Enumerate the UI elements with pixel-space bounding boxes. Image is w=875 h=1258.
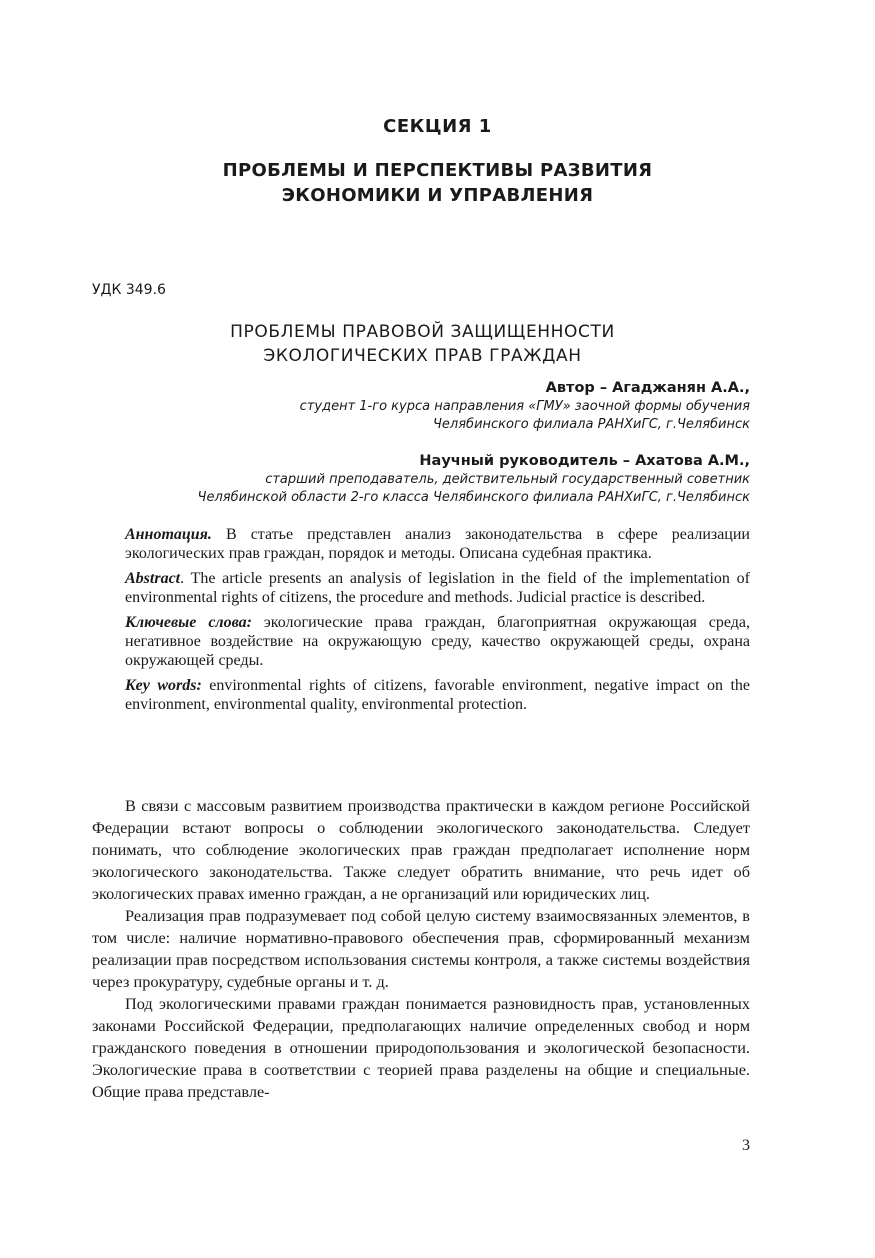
udk-code: УДК 349.6 [92,282,166,298]
abstract-ru [125,525,750,563]
abstract-en-label: Abstract [125,570,181,587]
section-title [0,158,875,208]
abstract-ru-label: Аннотация. [125,526,212,543]
page-number: 3 [742,1137,750,1154]
article-title [0,320,845,368]
keywords-ru [125,613,750,670]
section-title-line-1: ПРОБЛЕМЫ И ПЕРСПЕКТИВЫ РАЗВИТИЯ [222,160,653,181]
article-title-line-2: ЭКОЛОГИЧЕСКИХ ПРАВ ГРАЖДАН [263,346,582,366]
author-block [110,378,750,434]
keywords-ru-label: Ключевые слова: [125,614,252,631]
abstract-ru-text: В статье представлен анализ законодательства в сфере реализации экологических прав граждан, порядок и методы. Описана судебная практика. [125,526,750,562]
author-affiliation-line-2: Челябинского филиала РАНХиГС, г.Челябинск [433,417,750,432]
supervisor-affiliation-line-2: Челябинской области 2-го класса Челябинского филиала РАНХиГС, г.Челябинск [197,490,750,505]
abstract-en [125,569,750,607]
section-number: СЕКЦИЯ 1 [383,116,492,137]
author-affiliation-line-1: студент 1-го курса направления «ГМУ» заочной формы обучения [299,399,750,414]
supervisor-affiliation-line-1: старший преподаватель, действительный государственный советник [265,472,750,487]
supervisor-name: Научный руководитель – Ахатова А.М., [419,453,750,469]
author-name: Автор – Агаджанян А.А., [545,380,750,396]
keywords-ru-text: экологические права граждан, благоприятная окружающая среда, негативное воздействие на окружающую среду, качество окружающей среды, охрана окружающей среды. [125,614,750,669]
section-title-line-2: ЭКОНОМИКИ И УПРАВЛЕНИЯ [281,185,594,206]
article-title-line-1: ПРОБЛЕМЫ ПРАВОВОЙ ЗАЩИЩЕННОСТИ [230,322,615,342]
abstract-en-text: . The article presents an analysis of legislation in the field of the implementation of environmental rights of citizens, the procedure and methods. Judicial practice is described. [125,570,750,606]
body-paragraph: В связи с массовым развитием производства практически в каждом регионе Российской Федерации встают вопросы о соблюдении экологического законодательства. Следует понимать, что соблюдение экологических прав граждан предполагает исполнение норм экологического законодательства. Также следует обратить внимание, что речь идет об экологических правах именно граждан, а не организаций или юридических лиц. [92,796,750,903]
keywords-en-label: Key words: [125,677,202,694]
supervisor-block [110,451,750,507]
body-text [92,795,750,1103]
keywords-en [125,676,750,714]
abstract-block [125,525,750,720]
keywords-en-text: environmental rights of citizens, favorable environment, negative impact on the environment, environmental quality, environmental protection. [125,677,751,713]
body-paragraph: Под экологическими правами граждан понимается разновидность прав, установленных законами Российской Федерации, предполагающих наличие определенных свобод и норм гражданского поведения в отношении природопользования и экологической безопасности. Экологические права в соответствии с теорией права разделены на общие и специальные. Общие права представле- [92,994,750,1101]
body-paragraph: Реализация прав подразумевает под собой целую систему взаимосвязанных элементов, в том числе: наличие нормативно-правового обеспечения прав, сформированный механизм реализации прав посредством использования системы контроля, а также системы воздействия через прокуратуру, судебные органы и т. д. [92,906,750,991]
